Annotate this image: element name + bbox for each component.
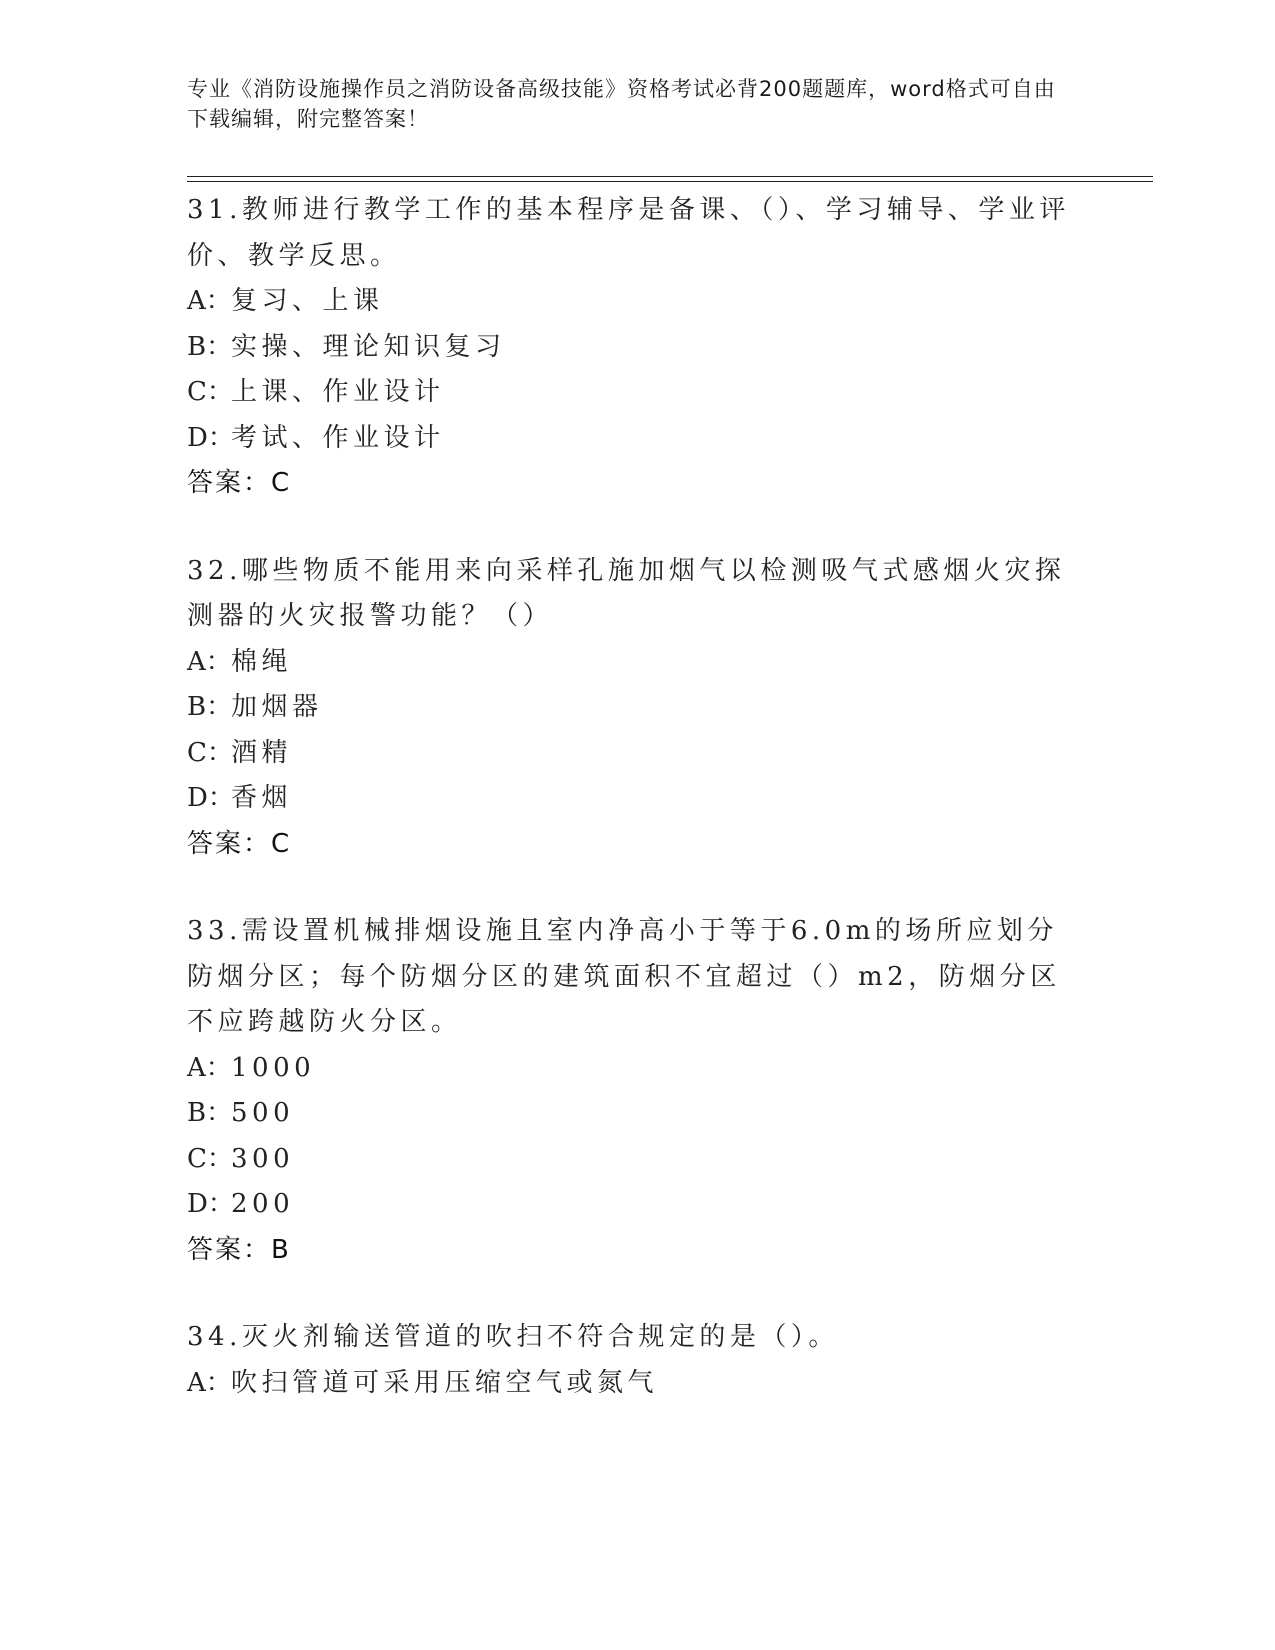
option-a bbox=[187, 1046, 1087, 1092]
option-d bbox=[187, 416, 1087, 462]
option-text: 加烟器 bbox=[231, 692, 323, 722]
question-item bbox=[187, 188, 1087, 507]
option-letter: C： bbox=[187, 1143, 233, 1174]
option-text: 考试、作业设计 bbox=[231, 422, 445, 453]
option-a bbox=[187, 1361, 1087, 1407]
answer-line: 答案：C bbox=[187, 828, 292, 859]
option-b bbox=[187, 685, 1087, 731]
question-item bbox=[187, 909, 1087, 1273]
option-letter: A： bbox=[187, 1367, 232, 1398]
document-header: 专业《消防设施操作员之消防设备高级技能》资格考试必背200题题库，word格式可自由下载编辑，附完整答案！ bbox=[187, 77, 1056, 131]
option-text: 500 bbox=[231, 1098, 295, 1128]
option-letter: B： bbox=[187, 692, 233, 722]
question-item bbox=[187, 1315, 1087, 1406]
option-text: 吹扫管道可采用压缩空气或氮气 bbox=[231, 1367, 659, 1398]
question-stem: 31.教师进行教学工作的基本程序是备课、（）、学习辅导、学业评价、教学反思。 bbox=[187, 195, 1070, 271]
option-text: 1000 bbox=[231, 1052, 316, 1083]
option-b bbox=[187, 1091, 1087, 1137]
option-letter: A： bbox=[187, 646, 232, 677]
option-text: 酒精 bbox=[231, 737, 293, 768]
question-item bbox=[187, 549, 1087, 868]
option-letter: D： bbox=[187, 1189, 234, 1219]
option-a bbox=[187, 279, 1087, 325]
option-letter: D： bbox=[187, 783, 234, 813]
option-text: 300 bbox=[231, 1143, 295, 1174]
option-letter: A： bbox=[187, 286, 232, 316]
option-text: 200 bbox=[231, 1189, 295, 1219]
option-text: 香烟 bbox=[231, 783, 293, 813]
option-c bbox=[187, 731, 1087, 777]
header-divider-top bbox=[187, 176, 1153, 177]
question-stem: 34.灭火剂输送管道的吹扫不符合规定的是（）。 bbox=[187, 1322, 839, 1352]
option-letter: B： bbox=[187, 1098, 233, 1128]
option-letter: C： bbox=[187, 737, 233, 768]
option-b bbox=[187, 325, 1087, 371]
option-text: 上课、作业设计 bbox=[231, 377, 445, 407]
header-divider-bottom bbox=[187, 181, 1153, 182]
option-letter: B： bbox=[187, 331, 233, 362]
question-stem: 33.需设置机械排烟设施且室内净高小于等于6.0m的场所应划分防烟分区；每个防烟分区的建筑面积不宜超过（）m2，防烟分区不应跨越防火分区。 bbox=[187, 916, 1061, 1037]
option-d bbox=[187, 776, 1087, 822]
option-letter: D： bbox=[187, 422, 234, 453]
option-c bbox=[187, 1137, 1087, 1183]
option-d bbox=[187, 1182, 1087, 1228]
answer-line: 答案：C bbox=[187, 468, 292, 498]
answer-line: 答案：B bbox=[187, 1234, 291, 1265]
option-letter: A： bbox=[187, 1052, 232, 1083]
question-stem: 32.哪些物质不能用来向采样孔施加烟气以检测吸气式感烟火灾探测器的火灾报警功能？（） bbox=[187, 555, 1066, 631]
option-letter: C： bbox=[187, 377, 233, 407]
option-text: 实操、理论知识复习 bbox=[231, 331, 506, 362]
question-list bbox=[187, 188, 1087, 1448]
option-a bbox=[187, 640, 1087, 686]
option-text: 复习、上课 bbox=[231, 286, 384, 316]
option-c bbox=[187, 370, 1087, 416]
option-text: 棉绳 bbox=[231, 646, 293, 677]
